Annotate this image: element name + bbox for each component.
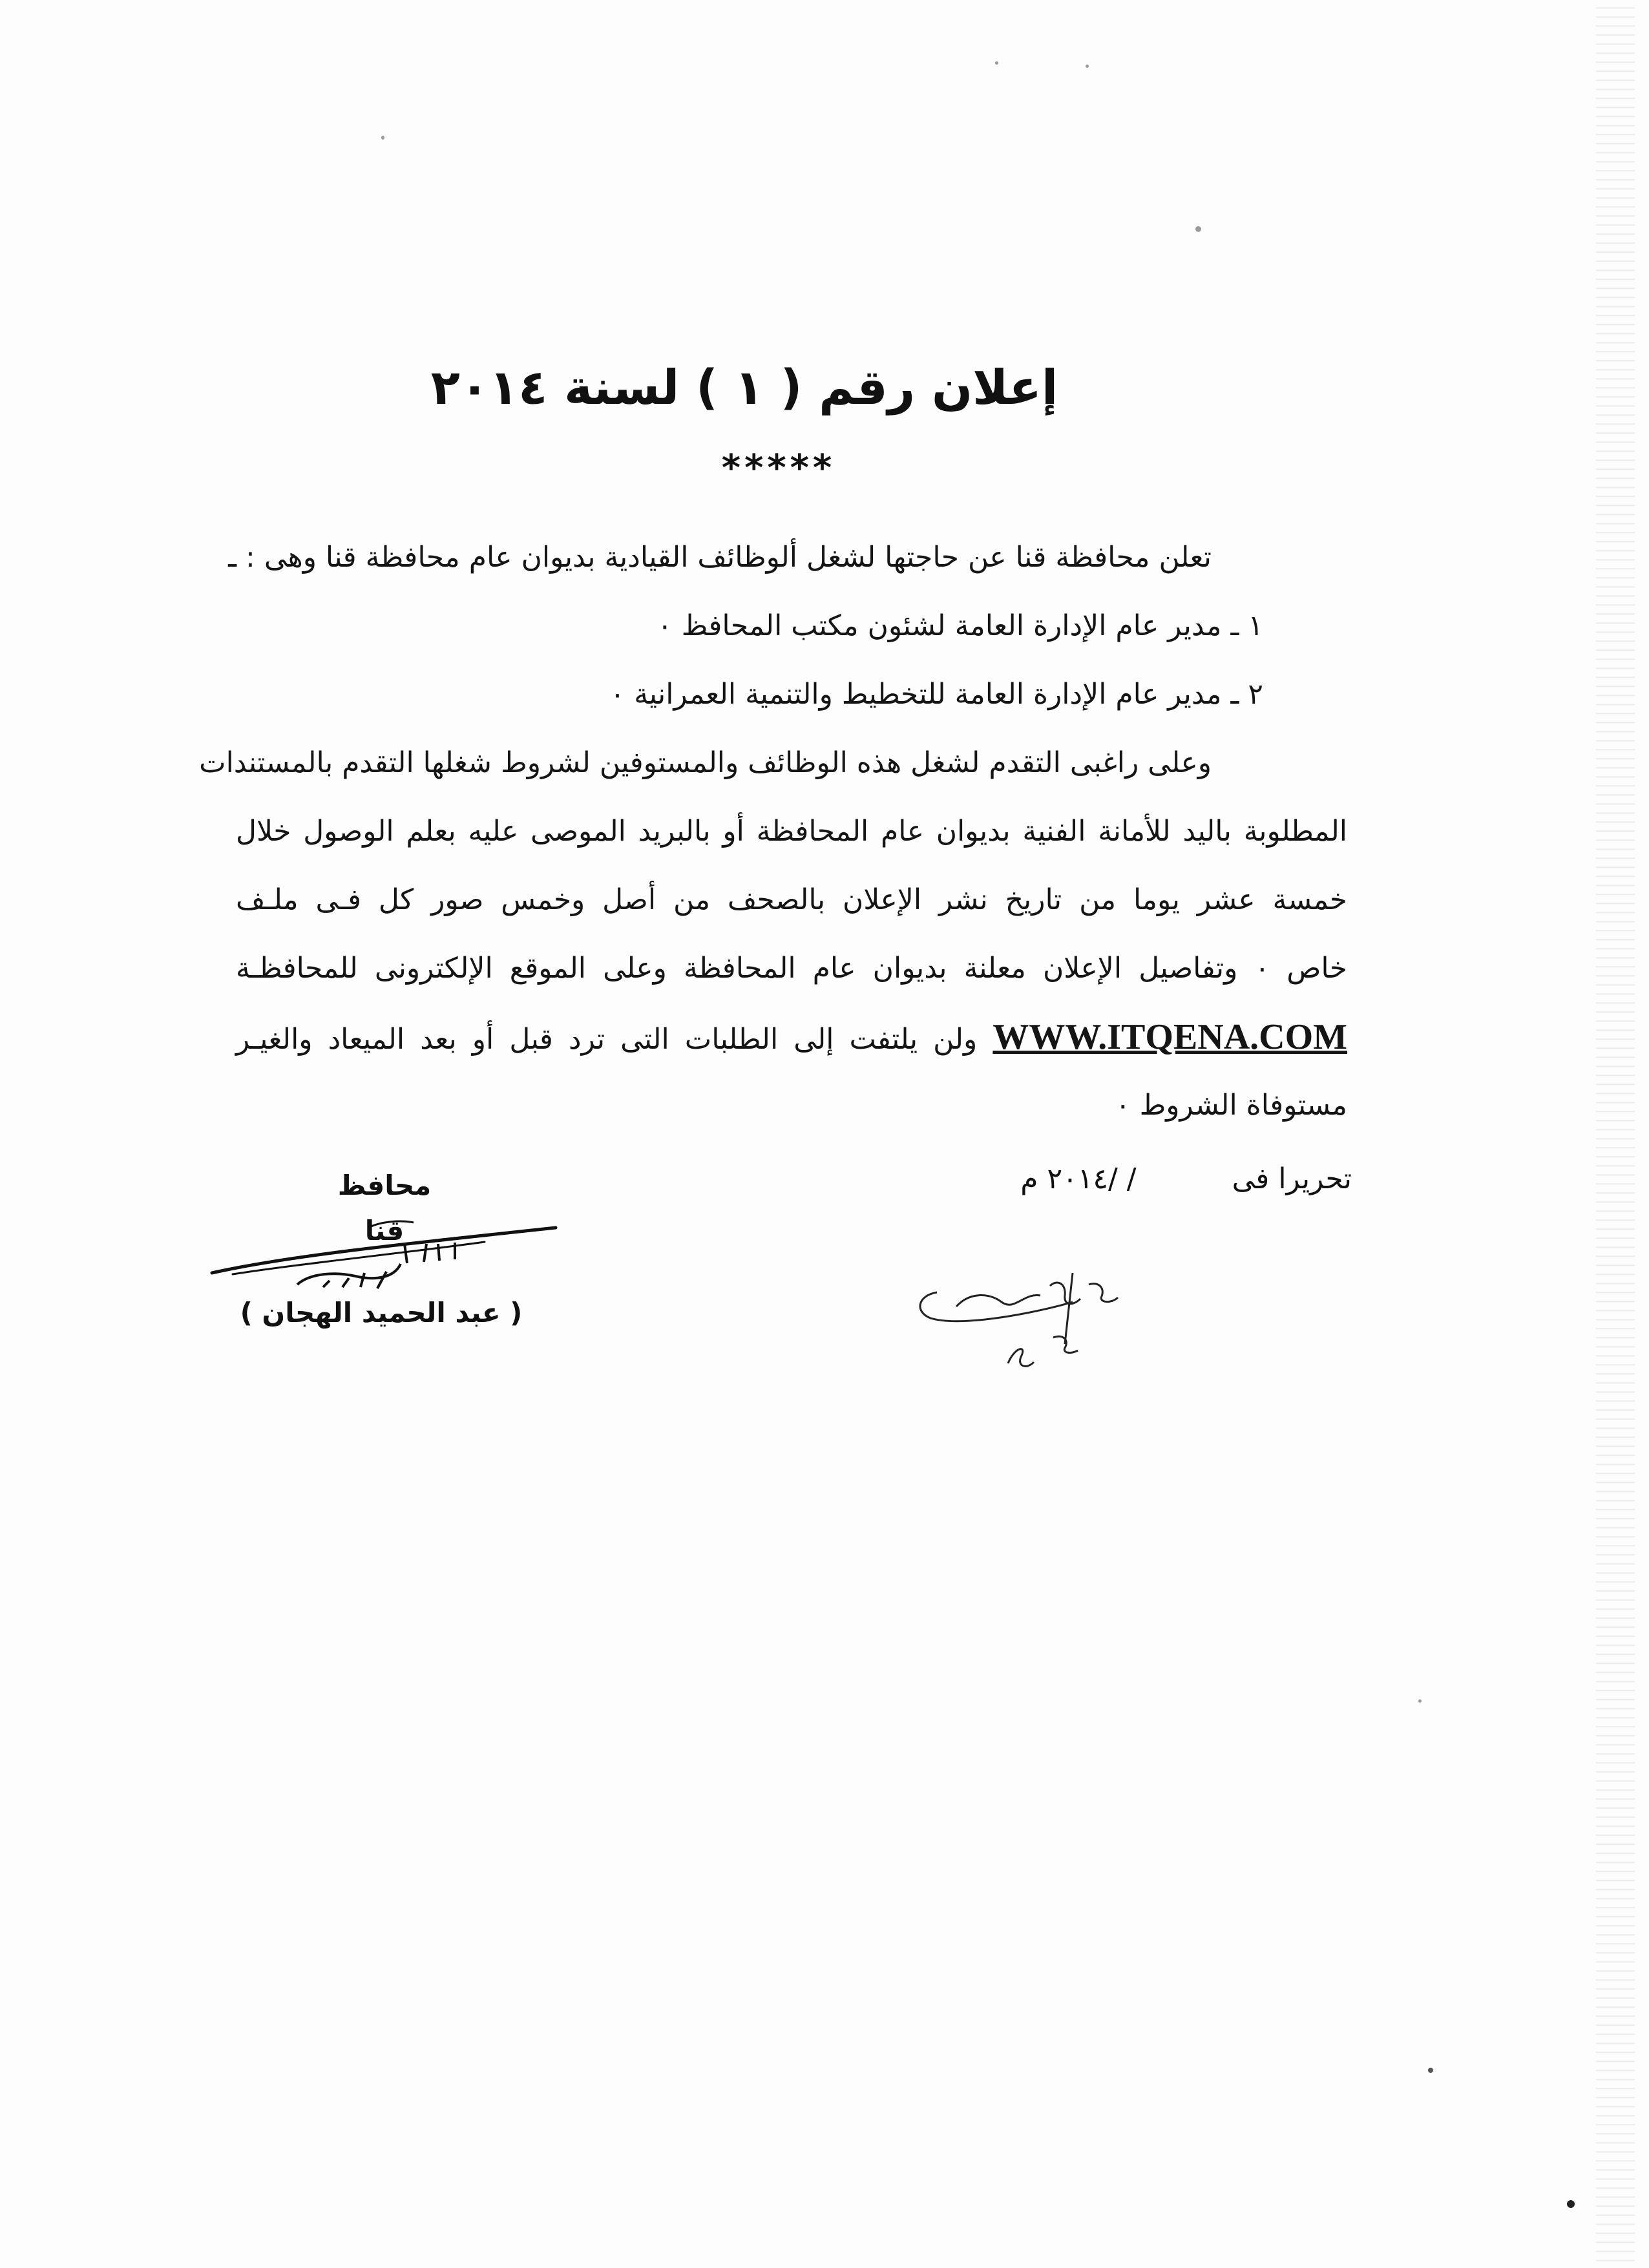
dated-line bbox=[1020, 1153, 1352, 1205]
title-separator: ***** bbox=[721, 447, 836, 489]
handwritten-date-annotation bbox=[911, 1266, 1163, 1383]
governor-name: ( عبد الحميد الهجان ) bbox=[240, 1297, 523, 1328]
paragraph-line-text: ولن يلتفت إلى الطلبات التى ترد قبل أو بعد الميعاد والغيـر bbox=[236, 1023, 978, 1056]
scan-speck bbox=[1418, 1699, 1422, 1703]
paragraph-line: خاص ٠ وتفاصيل الإعلان معلنة بديوان عام المحافظة وعلى الموقع الإلكترونى للمحافظـة bbox=[236, 952, 1347, 985]
website-link[interactable]: WWW.ITQENA.COM bbox=[993, 1017, 1347, 1057]
paragraph-line: وعلى راغبى التقدم لشغل هذه الوظائف والمستوفين لشروط شغلها التقدم بالمستندات bbox=[199, 746, 1212, 779]
scan-speck bbox=[1086, 65, 1089, 68]
scan-speck bbox=[1428, 2068, 1433, 2073]
intro-line: تعلن محافظة قنا عن حاجتها لشغل ألوظائف القيادية بديوان عام محافظة قنا وهى : ـ bbox=[228, 541, 1212, 574]
paragraph-line: خمسة عشر يوما من تاريخ نشر الإعلان بالصحف من أصل وخمس صور كل فـى ملـف bbox=[236, 883, 1347, 916]
list-item: ١ ـ مدير عام الإدارة العامة لشئون مكتب المحافظ ٠ bbox=[656, 609, 1263, 642]
dated-label: تحريرا فى bbox=[1232, 1162, 1352, 1195]
governor-title: محافظ قنا bbox=[337, 1170, 432, 1246]
scan-speck bbox=[1567, 2200, 1575, 2208]
list-item: ٢ ـ مدير عام الإدارة العامة للتخطيط والتنمية العمرانية ٠ bbox=[609, 678, 1263, 711]
scan-speck bbox=[995, 61, 998, 65]
governor-signature bbox=[207, 1202, 569, 1299]
paragraph-line: المطلوبة باليد للأمانة الفنية بديوان عام المحافظة أو بالبريد الموصى عليه بعلم الوصول خلال bbox=[236, 815, 1347, 848]
date-value: / /٢٠١٤ م bbox=[1020, 1162, 1137, 1195]
announcement-body bbox=[199, 523, 1347, 1140]
scan-edge-noise bbox=[1596, 0, 1635, 2268]
paragraph-last-line: مستوفاة الشروط ٠ bbox=[1115, 1089, 1347, 1122]
paragraph-line-with-url bbox=[236, 1003, 1347, 1071]
announcement-title: إعلان رقم ( ١ ) لسنة ٢٠١٤ bbox=[430, 360, 1058, 415]
scan-speck bbox=[1195, 226, 1201, 232]
scan-speck bbox=[381, 136, 384, 140]
